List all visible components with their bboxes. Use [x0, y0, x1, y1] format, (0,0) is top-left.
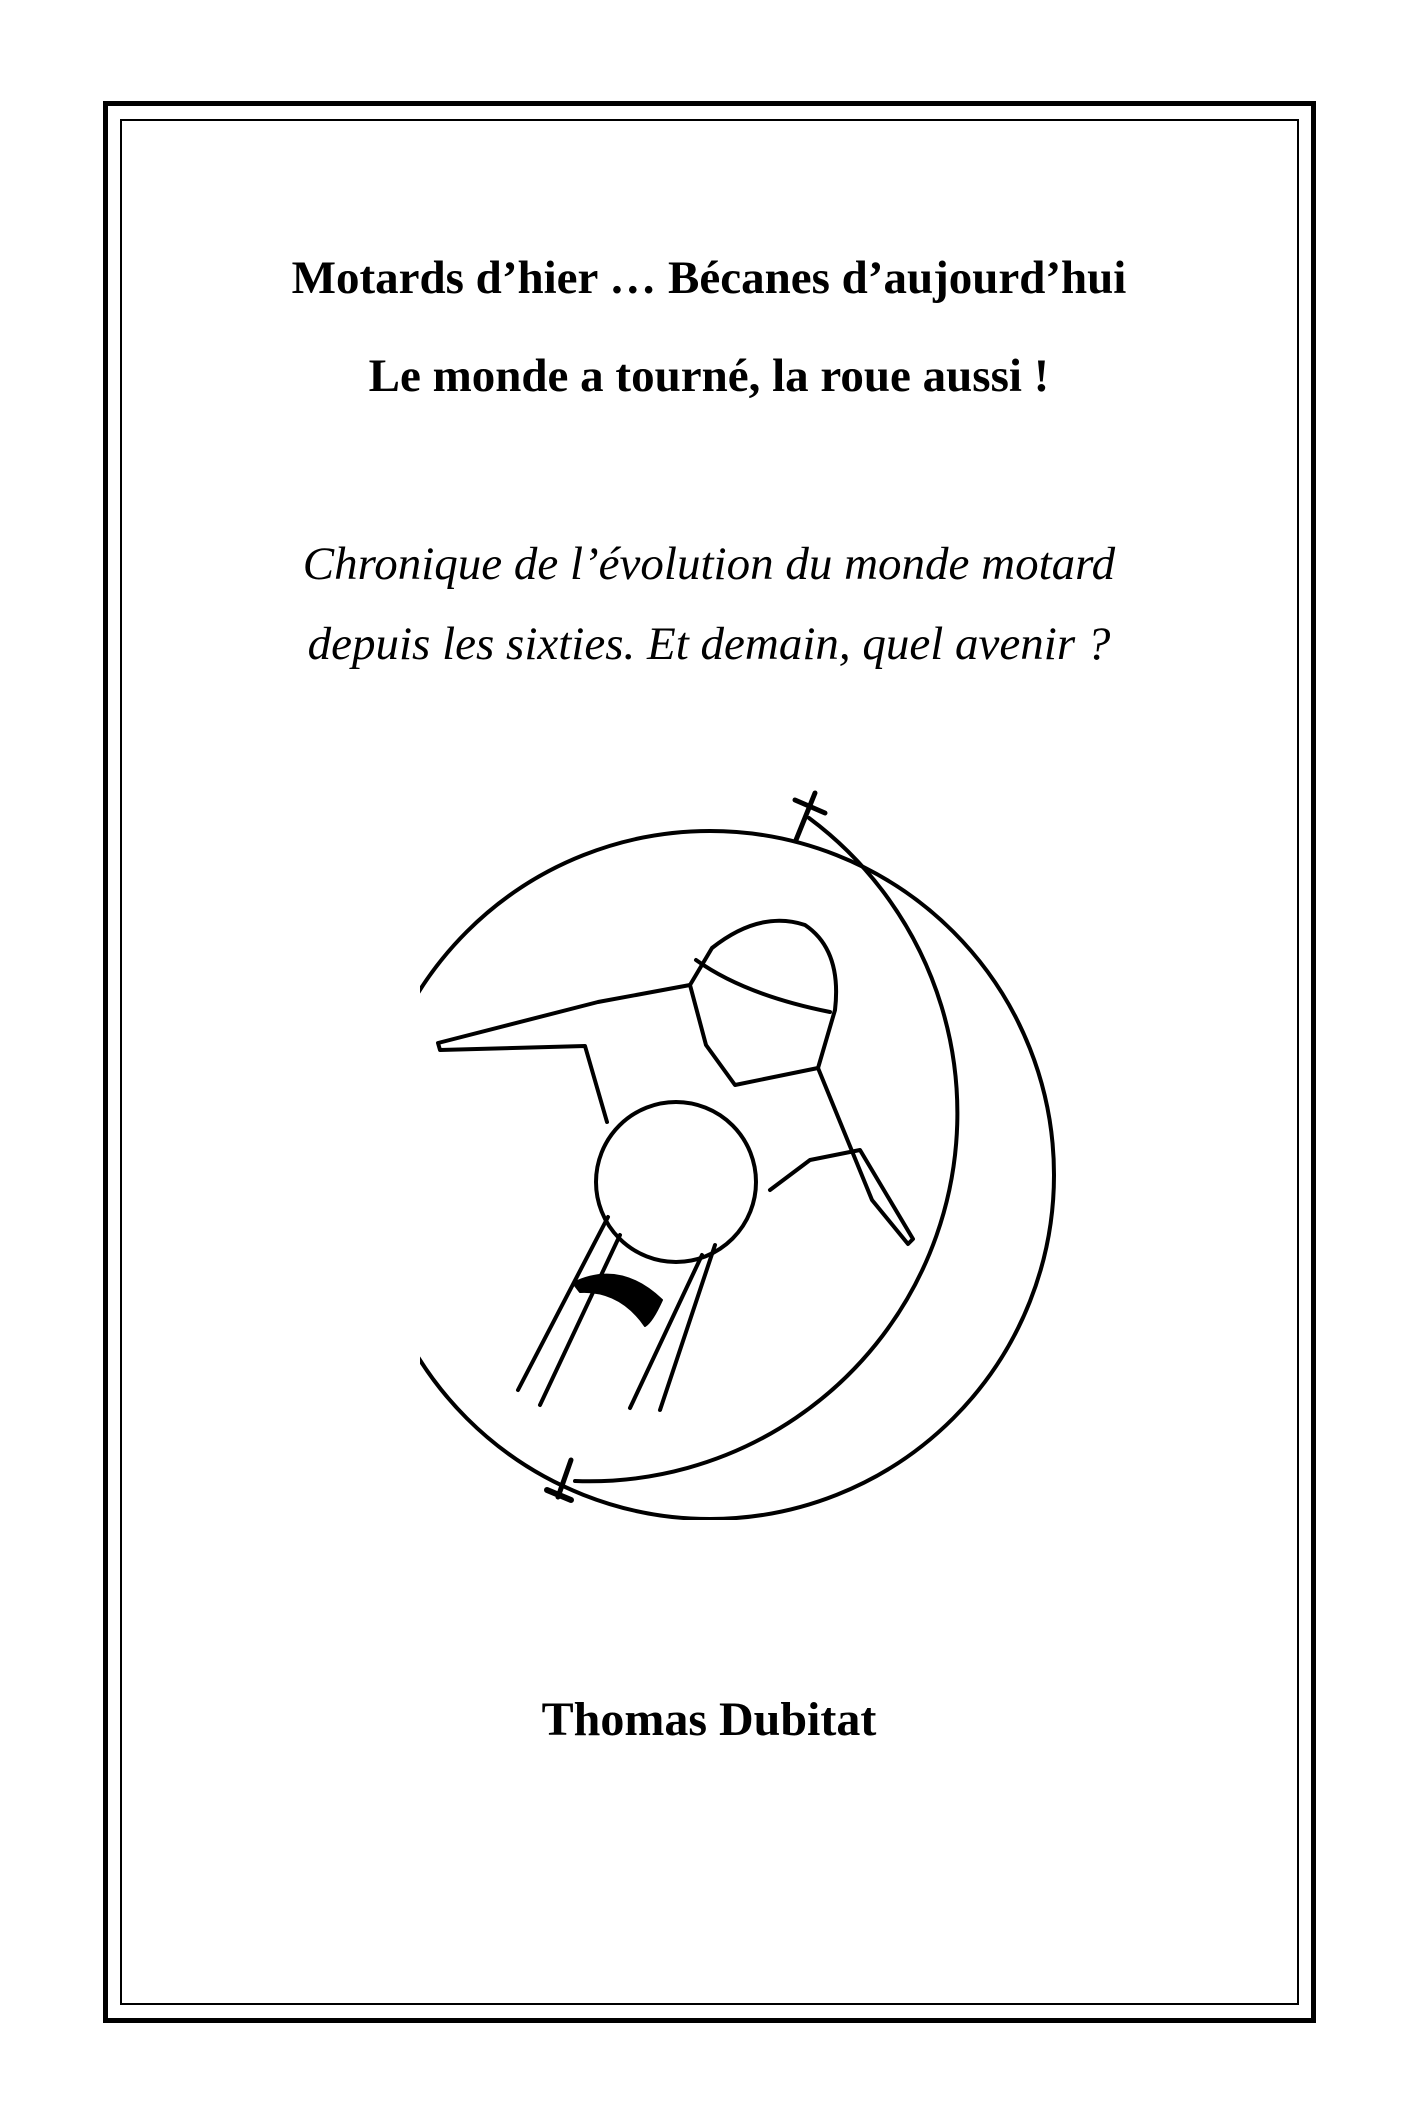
- motorcyclist-globe-icon: [420, 780, 1060, 1520]
- fork-left-outer: [518, 1217, 608, 1390]
- book-title-second-line: Le monde a tourné, la roue aussi !: [368, 350, 1050, 402]
- subtitle-line-2: depuis les sixties. Et demain, quel avenir ?: [307, 618, 1111, 670]
- rider-helmet: [690, 921, 836, 1085]
- book-subtitle: [0, 524, 1418, 684]
- author-name: Thomas Dubitat: [541, 1693, 877, 1746]
- globe-circle: [420, 831, 1054, 1519]
- front-mudguard: [573, 1275, 662, 1326]
- globe-bottom-axis: [558, 1460, 571, 1497]
- globe-meridian-arc: [575, 818, 957, 1481]
- rider-right-arm: [770, 1068, 913, 1244]
- book-title: Motards d’hier … Bécanes d’aujourd’hui: [291, 252, 1127, 304]
- fork-left-inner: [540, 1235, 620, 1405]
- helmet-visor-line: [696, 960, 830, 1012]
- rider-arms: [438, 985, 690, 1122]
- subtitle-line-1: Chronique de l’évolution du monde motard: [302, 538, 1116, 590]
- fork-right-inner: [630, 1255, 702, 1408]
